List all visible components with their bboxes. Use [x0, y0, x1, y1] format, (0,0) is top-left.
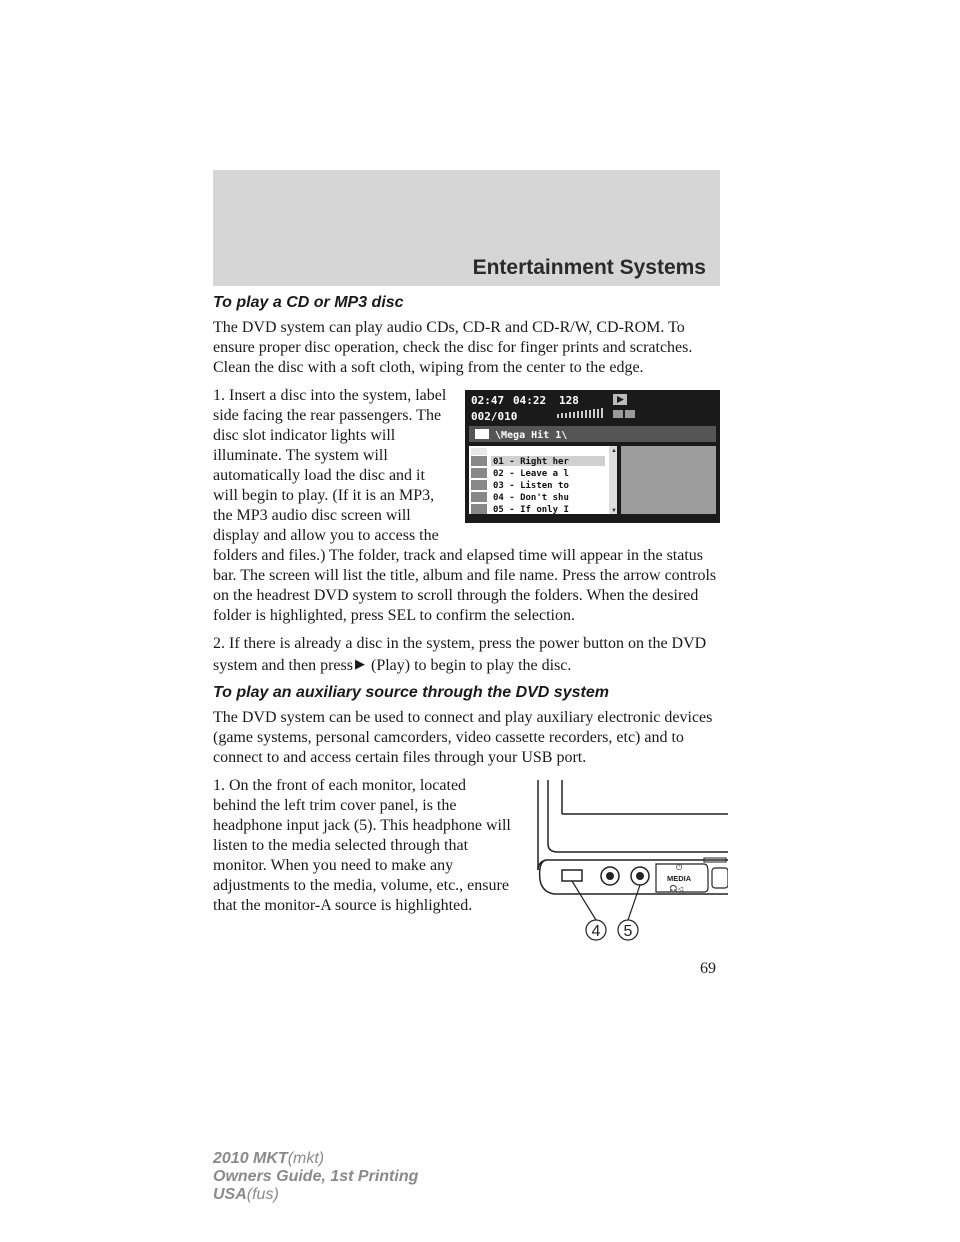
cd-step1-block	[213, 386, 720, 634]
mp3-track-count: 002/010	[471, 410, 518, 423]
headphone-volume-icon[interactable]: 🎧◁	[669, 885, 684, 893]
mp3-folder-path: \Mega Hit 1\	[495, 430, 568, 441]
footer-region-code: (fus)	[246, 1186, 279, 1203]
monitor-jack-figure	[528, 780, 728, 950]
callout-5: 5	[623, 923, 633, 940]
media-button[interactable]: MEDIA	[667, 874, 692, 883]
section-header-band	[213, 170, 720, 286]
footer-region: USA	[213, 1186, 247, 1203]
track-item[interactable]: 02 - Leave a l	[493, 469, 569, 479]
section-title: Entertainment Systems	[472, 256, 706, 279]
cd-intro-paragraph: The DVD system can play audio CDs, CD-R and CD-R/W, CD-ROM. To ensure proper disc operation, check the disc for finger prints and scratches. Clean the disc with a soft cloth, wiping from the center to the edge.	[213, 319, 693, 376]
power-icon[interactable]: ⏻	[676, 863, 683, 872]
mp3-bitrate: 128	[559, 394, 579, 407]
aux-step1-block	[213, 776, 720, 950]
cd-section-heading: To play a CD or MP3 disc	[213, 294, 404, 311]
svg-text:▼: ▼	[611, 508, 617, 514]
cd-step2-text-after: (Play) to begin to play the disc.	[370, 657, 572, 674]
info-pane	[621, 446, 716, 514]
aux-intro-paragraph: The DVD system can be used to connect and play auxiliary electronic devices (game systems, personal camcorders, video cassette recorders, etc) and to connect to and access certain files through your USB port.	[213, 709, 713, 766]
cd-step2-paragraph	[213, 634, 720, 676]
cd-step2-text-before: 2. If there is already a disc in the system, press the power button on the DVD system and then press	[213, 635, 707, 674]
callout-4: 4	[591, 923, 601, 940]
track-item[interactable]: 01 - Right her	[493, 457, 569, 467]
track-item[interactable]: 05 - If only I	[493, 505, 569, 515]
page-content	[213, 294, 720, 950]
footer-model: 2010 MKT	[213, 1150, 288, 1167]
play-icon: ▶	[354, 656, 365, 671]
page-number: 69	[700, 960, 716, 977]
aux-step1-paragraph: 1. On the front of each monitor, located behind the left trim cover panel, is the headphone input jack (5). This headphone will listen to the media selected through that monitor. When you need to make any adjustments to the media, volume, etc., ensure that the monitor-A source is highlighted.	[213, 777, 511, 914]
track-item[interactable]: 04 - Don't shu	[493, 493, 569, 503]
mp3-total-time: 04:22	[513, 394, 547, 407]
mp3-screen-figure	[465, 390, 720, 523]
mp3-elapsed-time: 02:47	[471, 394, 505, 407]
folder-icon	[475, 429, 489, 439]
footer-model-code: (mkt)	[287, 1150, 325, 1167]
track-item[interactable]: 03 - Listen to	[493, 481, 569, 491]
cd-step1-paragraph: 1. Insert a disc into the system, label side facing the rear passengers. The disc slot indicator lights will illuminate. The system will automatically load the disc and it will begin to play. (If it is an MP3, the MP3 audio disc screen will display and allow you to access the folders and files.) The folder, track and elapsed time will appear in the status bar. The screen will list the title, album and file name. Press the arrow controls on the headrest DVD system to scroll through the folders. When the desired folder is highlighted, press SEL to confirm the selection.	[213, 387, 717, 624]
usb-port-icon[interactable]	[562, 870, 582, 881]
svg-text:▲: ▲	[611, 448, 617, 454]
document-footer	[213, 1150, 418, 1204]
footer-guide: Owners Guide, 1st Printing	[213, 1168, 419, 1185]
list-scrollbar[interactable]	[609, 446, 617, 514]
side-button[interactable]	[712, 868, 728, 888]
aux-section-heading: To play an auxiliary source through the DVD system	[213, 684, 609, 701]
